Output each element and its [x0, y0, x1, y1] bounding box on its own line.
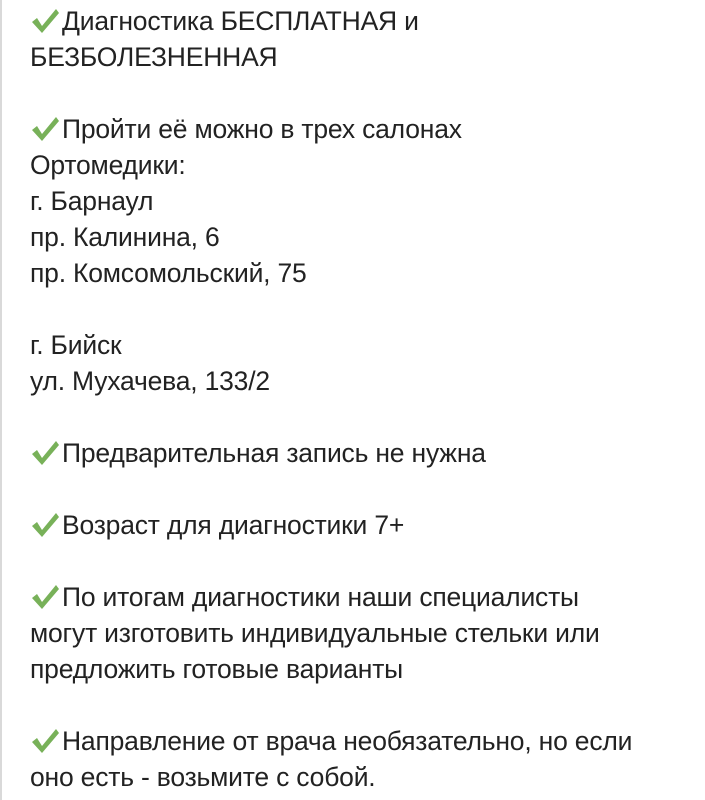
- heavy-check-mark-icon: [30, 7, 60, 35]
- biysk-city: г. Бийск: [30, 330, 122, 360]
- diagnostics-free-line-2: БЕЗБОЛЕЗНЕННАЯ: [30, 42, 278, 72]
- heavy-check-mark-icon: [30, 115, 60, 143]
- diagnostics-free-block: [30, 3, 698, 75]
- biysk-address: ул. Мухачева, 133/2: [30, 366, 270, 396]
- barnaul-city: г. Барнаул: [30, 186, 154, 216]
- insoles-line-3: предложить готовые варианты: [30, 654, 404, 684]
- insoles-block: [30, 579, 698, 687]
- barnaul-address-2: пр. Комсомольский, 75: [30, 258, 307, 288]
- insoles-line-1: По итогам диагностики наши специалисты: [62, 582, 579, 612]
- heavy-check-mark-icon: [30, 439, 60, 467]
- barnaul-address-1: пр. Калинина, 6: [30, 222, 220, 252]
- left-border: [0, 0, 2, 800]
- age-text: Возраст для диагностики 7+: [62, 510, 405, 540]
- salons-block: [30, 111, 698, 291]
- salons-intro-line-1: Пройти её можно в трех салонах: [62, 114, 462, 144]
- referral-block: [30, 723, 698, 795]
- biysk-block: [30, 327, 698, 399]
- heavy-check-mark-icon: [30, 511, 60, 539]
- referral-line-2: оно есть - возьмите с собой.: [30, 762, 376, 792]
- no-appointment-text: Предварительная запись не нужна: [62, 438, 486, 468]
- age-block: [30, 507, 698, 543]
- heavy-check-mark-icon: [30, 727, 60, 755]
- salons-intro-line-2: Ортомедики:: [30, 150, 186, 180]
- post-text: [30, 3, 698, 795]
- no-appointment-block: [30, 435, 698, 471]
- referral-line-1: Направление от врача необязательно, но если: [62, 726, 633, 756]
- heavy-check-mark-icon: [30, 583, 60, 611]
- diagnostics-free-line-1: Диагностика БЕСПЛАТНАЯ и: [62, 6, 419, 36]
- insoles-line-2: могут изготовить индивидуальные стельки или: [30, 618, 600, 648]
